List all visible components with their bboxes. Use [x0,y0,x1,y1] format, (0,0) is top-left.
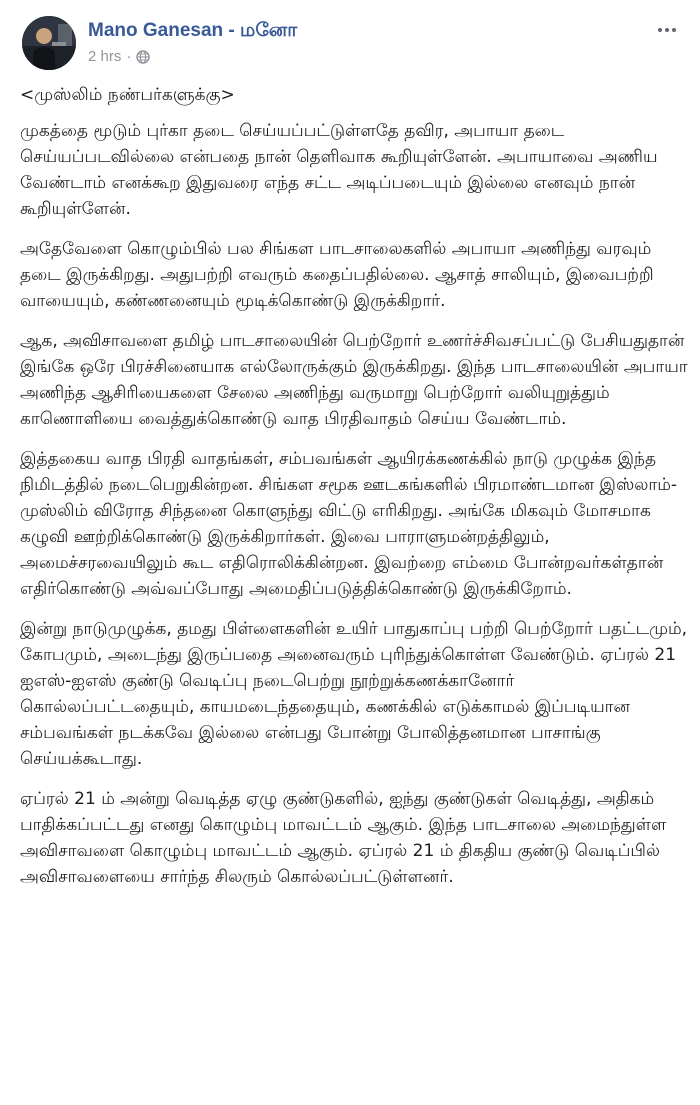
more-options-icon[interactable] [652,20,682,40]
post-paragraph: இன்று நாடுமுழுக்க, தமது பிள்ளைகளின் உயிர் பாதுகாப்பு பற்றி பெற்றோர் பதட்டமும், கோபமும், அடைந்து இருப்பதை அனைவரும் புரிந்துக்கொள்ள வேண்டும். ஏப்ரல் 21 ஐஎஸ்-ஐஎஸ் குண்டு வெடிப்பு நடைபெற்று நூற்றுக்கணக்கானோர் கொல்லப்பட்டதையும், காயமடைந்ததையும், கணக்கில் எடுக்காமல் இப்படியான சம்பவங்கள் நடக்கவே இல்லை என்பது போன்று போலித்தனமான பாசாங்கு செய்யக்கூடாது. [20,619,688,769]
post-paragraph: ஏப்ரல் 21 ம் அன்று வெடித்த ஏழு குண்டுகளில், ஐந்து குண்டுகள் வெடித்து, அதிகம் பாதிக்கப்பட்டது எனது கொழும்பு மாவட்டம் ஆகும். இந்த பாடசாலை அமைந்துள்ள அவிசாவளை கொழும்பு மாவட்டம் ஆகும். ஏப்ரல் 21 ம் திகதிய குண்டு வெடிப்பில் அவிசாவளையை சார்ந்த சிலரும் கொல்லப்பட்டுள்ளனர். [20,789,667,887]
more-dot [672,28,676,32]
post-paragraph: முகத்தை மூடும் புர்கா தடை செய்யப்பட்டுள்ளதே தவிர, அபாயா தடை செய்யப்படவில்லை என்பதை நான் தெளிவாக கூறியுள்ளேன். அபாயாவை அணிய வேண்டாம் எனக்கூற இதுவரை எந்த சட்ட அடிப்படையும் இல்லை எனவும் நான் கூறியுள்ளேன். [20,121,658,219]
meta-separator: · [126,48,132,65]
post-paragraph: இத்தகைய வாத பிரதி வாதங்கள், சம்பவங்கள் ஆயிரக்கணக்கில் நாடு முழுக்க இந்த நிமிடத்தில் நடைபெறுகின்றன. சிங்கள சமூக ஊடகங்களில் பிரமாண்டமான இஸ்லாம்-முஸ்லிம் விரோத சிந்தனை கொளுந்து விட்டு எரிகிறது. அங்கே மிகவும் மோசமாக கழுவி ஊற்றிக்கொண்டு இருக்கிறார்கள். இவை பாராளுமன்றத்திலும், அமைச்சரவையிலும் கூட எதிரொலிக்கின்றன. இவற்றை எம்மை போன்றவர்கள்தான் எதிர்கொண்டு அவ்வப்போது அமைதிப்படுத்திக்கொண்டு இருக்கிறோம். [20,449,678,599]
avatar-photo-icon [22,16,76,70]
post-body [20,82,688,904]
author-name-link[interactable]: Mano Ganesan - மனோ [88,20,298,41]
post-meta [88,48,150,65]
globe-icon[interactable] [136,50,150,64]
more-dot [665,28,669,32]
post-paragraph: ஆக, அவிசாவளை தமிழ் பாடசாலையின் பெற்றோர் உணர்ச்சிவசப்பட்டு பேசியதுதான் இங்கே ஒரே பிரச்சினையாக எல்லோருக்கும் இருக்கிறது. இந்த பாடசாலையின் அபாயா அணிந்த ஆசிரியைகளை சேலை அணிந்து வருமாறு பெற்றோர் வலியுறுத்தும் காணொளியை வைத்துக்கொண்டு வாத பிரதிவாதம் செய்ய வேண்டாம். [20,331,688,429]
post-paragraph: அதேவேளை கொழும்பில் பல சிங்கள பாடசாலைகளில் அபாயா அணிந்து வரவும் தடை இருக்கிறது. அதுபற்றி எவரும் கதைப்பதில்லை. ஆசாத் சாலியும், இவைபற்றி வாயையும், கண்ணனையும் மூடிக்கொண்டு இருக்கிறார். [20,239,654,311]
more-dot [658,28,662,32]
author-avatar[interactable] [22,16,76,70]
post-timestamp[interactable]: 2 hrs [88,48,122,65]
post-heading: <முஸ்லிம் நண்பர்களுக்கு> [20,85,235,105]
post-header [22,16,682,72]
